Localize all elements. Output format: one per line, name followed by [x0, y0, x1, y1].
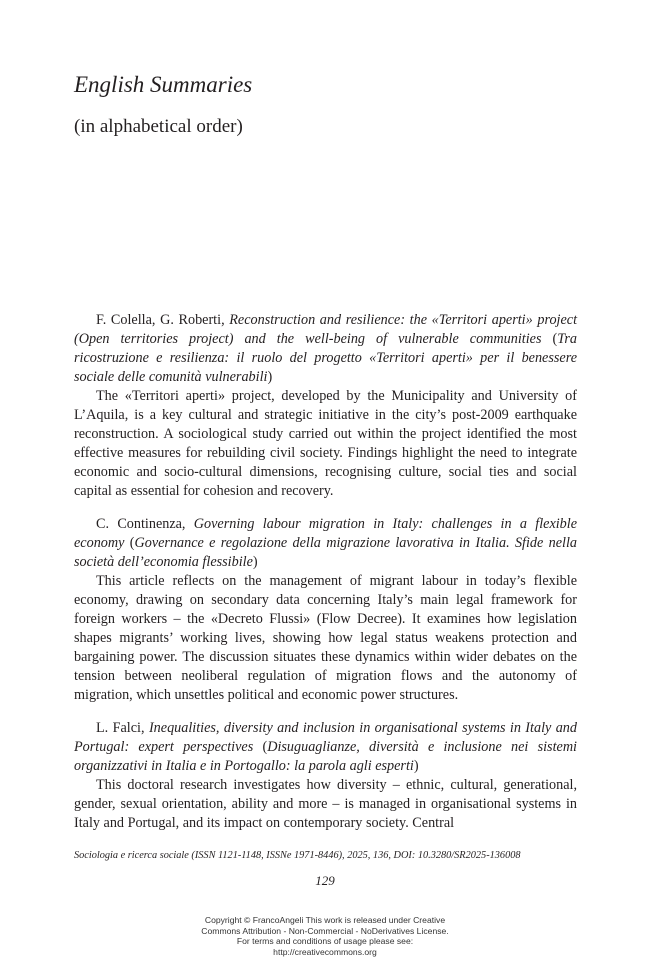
entry-heading	[74, 719, 577, 776]
entry-abstract: The «Territori aperti» project, developed by the Municipality and University of L’Aquila, is a key cultural and strategic initiative in the city’s post-2009 earthquake reconstruction. A sociological study carried out within the project identified the most effective measures for rebuilding civil society. Findings highlight the need to integrate economic and socio-cultural dimensions, recognising culture, social ties and social capital as essential for cohesion and recovery.	[74, 388, 577, 499]
entry-title-italian: Tra ricostruzione e resilienza: il ruolo del progetto «Territori aperti» per il benessere sociale delle comunità vulnerabili	[74, 331, 577, 385]
license-notice	[0, 915, 650, 957]
paren-close: )	[267, 369, 273, 385]
page-number: 129	[315, 873, 335, 888]
entry-abstract: This doctoral research investigates how diversity – ethnic, cultural, generational, gender, sexual orientation, ability and more – is managed in organisational systems in Italy and Portugal, and its impact on contemporary society. Central	[74, 777, 577, 831]
license-link[interactable]: http://creativecommons.org	[273, 946, 377, 957]
paren-open: (	[262, 739, 268, 755]
license-line: Commons Attribution - Non-Commercial - NoDerivatives License.	[201, 925, 449, 936]
license-line: For terms and conditions of usage please see:	[236, 936, 414, 946]
page-subtitle: (in alphabetical order)	[74, 116, 243, 137]
paren-open: (	[129, 535, 135, 551]
page-title: English Summaries	[74, 72, 253, 97]
paren-close: )	[413, 758, 419, 774]
paren-open: (	[552, 331, 558, 347]
entry-title-english: Inequalities, diversity and inclusion in organisational systems in Italy and Portugal: expert perspectives	[74, 720, 577, 755]
paren-close: )	[252, 554, 258, 570]
entry-title-english: Reconstruction and resilience: the «Territori aperti» project (Open territories project) and the well-being of vulnerable communities	[74, 312, 578, 347]
entry-abstract: This article reflects on the management of migrant labour in today’s flexible economy, drawing on secondary data concerning Italy’s main legal framework for foreign workers – the «Decreto Flussi» (Flow Decree). It examines how legislation shapes migrants’ working lives, showing how legal status weakens protection and bargaining power. The discussion situates these dynamics within wider debates on the tension between neoliberal regulation of migration flows and the autonomy of migration, which unsettles political and economic power structures.	[74, 573, 577, 703]
entry-authors: F. Colella, G. Roberti,	[96, 312, 225, 328]
entry-heading	[74, 311, 577, 387]
summary-entry	[74, 515, 577, 705]
summary-entry	[74, 311, 577, 501]
entry-title-english: Governing labour migration in Italy: challenges in a flexible economy	[74, 516, 578, 551]
summary-entry	[74, 719, 577, 833]
entry-authors: L. Falci,	[96, 720, 145, 736]
entry-title-italian: Disuguaglianze, diversità e inclusione nei sistemi organizzativi in Italia e in Portogallo: la parola agli esperti	[74, 739, 578, 774]
entry-authors: C. Continenza,	[96, 516, 186, 532]
license-line: Copyright © FrancoAngeli This work is released under Creative	[204, 915, 446, 925]
entry-heading	[74, 515, 577, 572]
journal-citation: Sociologia e ricerca sociale (ISSN 1121-1148, ISSNe 1971-8446), 2025, 136, DOI: 10.3280/SR2025-136008	[74, 850, 521, 861]
entry-title-italian: Governance e regolazione della migrazione lavorativa in Italia. Sfide nella società dell’economia flessibile	[74, 535, 577, 570]
